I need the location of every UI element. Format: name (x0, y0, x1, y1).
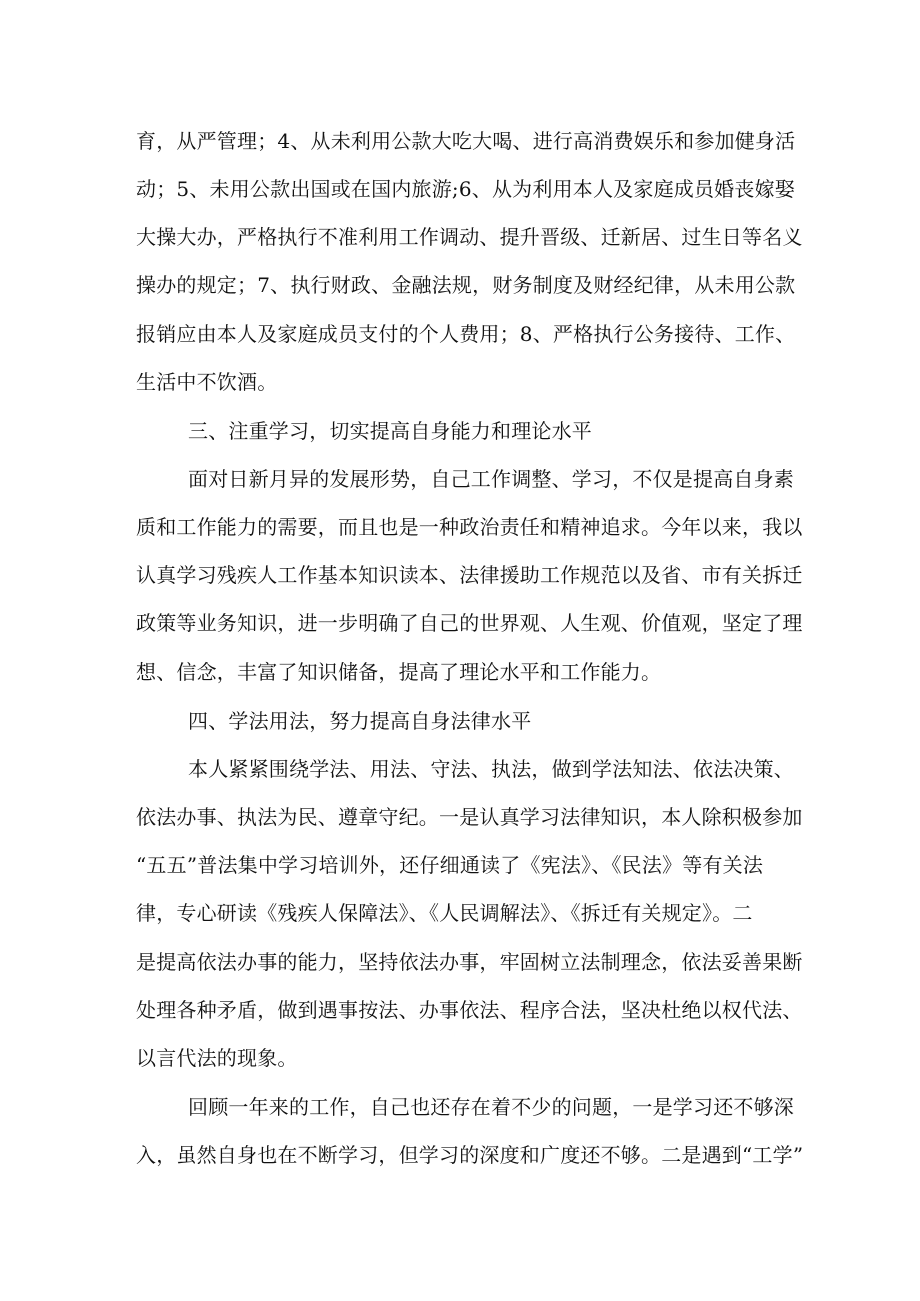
text-line: 认真学习残疾人工作基本知识读本、法律援助工作规范以及省、市有关拆迁 (136, 563, 803, 587)
text-line: 以言代法的现象。 (136, 1046, 298, 1070)
text-line: 动；5、未用公款出国或在国内旅游;6、从为利用本人及家庭成员婚丧嫁娶 (136, 177, 795, 201)
text-line: 面对日新月异的发展形势，自己工作调整、学习，不仅是提高自身素 (188, 467, 794, 491)
section-heading: 三、注重学习，切实提高自身能力和理论水平 (188, 419, 592, 443)
text-line: 报销应由本人及家庭成员支付的个人费用；8、严格执行公务接待、工作、 (136, 322, 796, 346)
text-line: 大操大办，严格执行不准利用工作调动、提升晋级、迁新居、过生日等名义 (136, 225, 803, 249)
text-line: 处理各种矛盾，做到遇事按法、办事依法、程序合法，坚决杜绝以权代法、 (136, 998, 803, 1022)
section-heading: 四、学法用法，努力提高自身法律水平 (188, 709, 532, 733)
text-line: “五五”普法集中学习培训外，还仔细通读了《宪法》、《民法》等有关法 (136, 853, 764, 877)
text-line: 回顾一年来的工作，自己也还存在着不少的问题，一是学习还不够深 (188, 1095, 794, 1119)
text-line: 依法办事、执法为民、遵章守纪。一是认真学习法律知识，本人除积极参加 (136, 805, 803, 829)
text-line: 想、信念，丰富了知识储备，提高了理论水平和工作能力。 (136, 660, 662, 684)
text-line: 律，专心研读《残疾人保障法》、《人民调解法》、《拆迁有关规定》。二 (136, 901, 753, 925)
text-line: 政策等业务知识，进一步明确了自己的世界观、人生观、价值观，坚定了理 (136, 611, 803, 635)
text-line: 质和工作能力的需要，而且也是一种政治责任和精神追求。今年以来，我以 (136, 515, 803, 539)
text-line: 操办的规定；7、执行财政、金融法规，财务制度及财经纪律，从未用公款 (136, 273, 796, 297)
text-line: 育，从严管理；4、从未利用公款大吃大喝、进行高消费娱乐和参加健身活 (136, 129, 796, 153)
text-line: 入，虽然自身也在不断学习，但学习的深度和广度还不够。二是遇到“工学” (136, 1143, 804, 1167)
text-line: 生活中不饮酒。 (136, 370, 278, 394)
text-line: 是提高依法办事的能力，坚持依法办事，牢固树立法制理念，依法妥善果断 (136, 950, 803, 974)
text-line: 本人紧紧围绕学法、用法、守法、执法，做到学法知法、依法决策、 (188, 757, 794, 781)
